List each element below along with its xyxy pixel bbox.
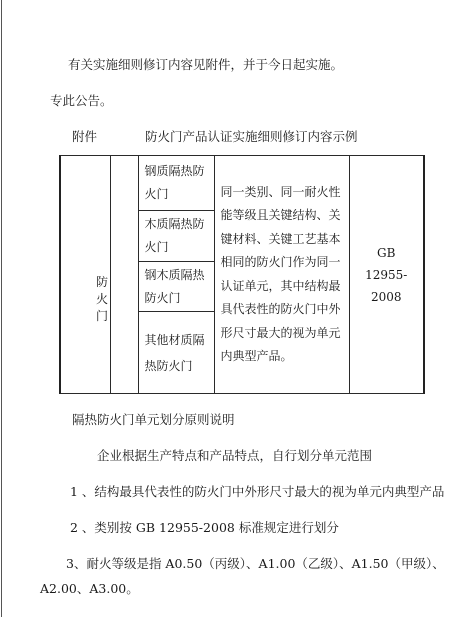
door-type-other <box>138 312 214 394</box>
attachment-title: 防火门产品认证实施细则修订内容示例 <box>145 129 358 144</box>
attachment-label: 附件 <box>72 129 98 144</box>
revision-table <box>59 155 425 394</box>
notes-intro: 企业根据生产特点和产品特点，自行划分单元范围 <box>97 448 373 463</box>
notes-item-3-line-1: 3、耐火等级是指 A0.50（丙级）、A1.00（乙级）、A1.50（甲级）、 <box>66 556 445 571</box>
door-type-steel-wood <box>138 262 214 312</box>
door-type-wood <box>138 211 214 262</box>
notes-item-3-line-2: A2.00、A3.00。 <box>40 581 139 596</box>
notes-item-2: 2 、类别按 GB 12955-2008 标准规定进行划分 <box>70 520 339 535</box>
door-type-steel-wood-text: 钢木质隔热防火门 <box>144 267 205 305</box>
unit-description-text: 同一类别、同一耐火性能等级且关键结构、关键材料、关键工艺基本相同的防火门作为同一认证单元，其中结构最具代表性的防火门中外形尺寸最大的视为单元内典型产品。 <box>220 184 341 363</box>
standard-cell <box>349 156 424 394</box>
door-type-wood-text: 木质隔热防火门 <box>144 217 205 254</box>
category-text: 防火门 <box>96 275 109 323</box>
category-cell <box>60 156 110 394</box>
paragraph-implementation: 有关实施细则修订内容见附件，并于今日起实施。 <box>68 57 344 72</box>
notes-item-1: 1 、结构最具代表性的防火门中外形尺寸最大的视为单元内典型产品 <box>70 484 445 499</box>
standard-text: GB 12955-2008 <box>365 245 408 304</box>
unit-description-cell <box>214 156 349 394</box>
door-type-other-text: 其他材质隔热防火门 <box>144 332 205 373</box>
door-type-steel <box>138 156 214 211</box>
notes-heading: 隔热防火门单元划分原则说明 <box>72 412 235 427</box>
door-type-steel-text: 钢质隔热防火门 <box>144 164 205 201</box>
paragraph-announcement: 专此公告。 <box>50 93 113 108</box>
page-left-border <box>1 0 2 617</box>
